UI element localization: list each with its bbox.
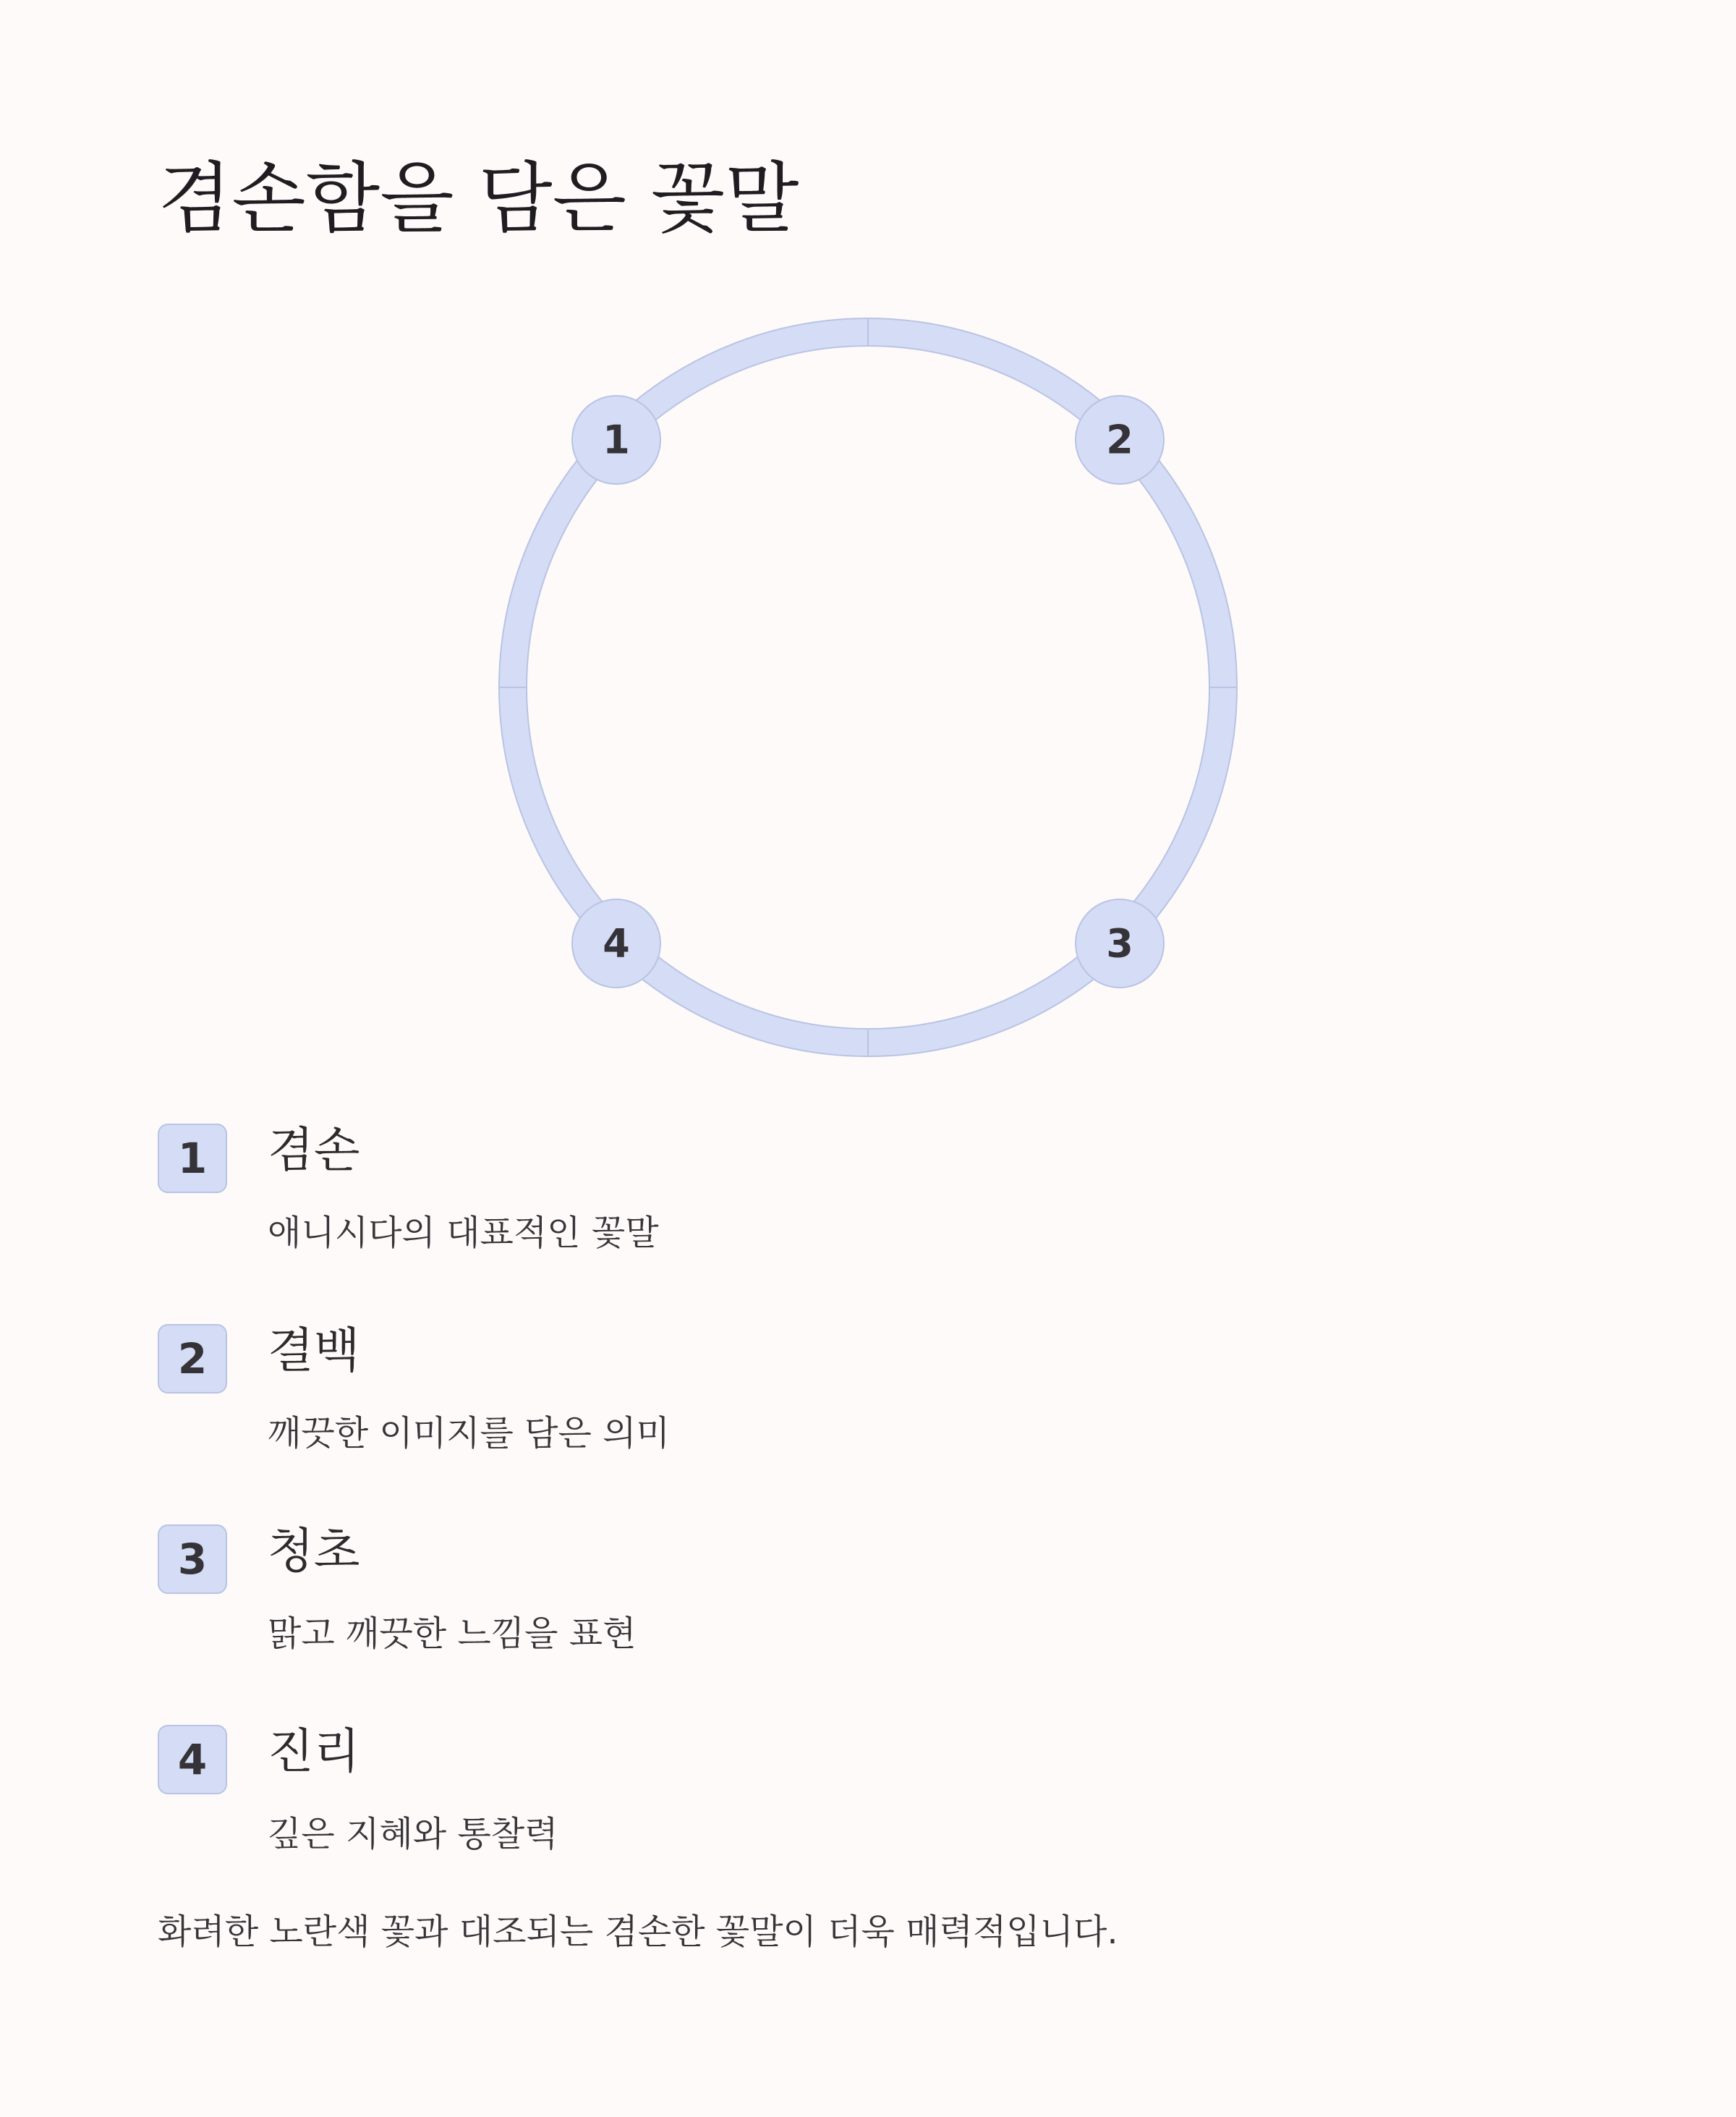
step-number-badge: 1 [158,1124,227,1193]
step-item [158,1723,1604,1923]
cycle-node-1 [572,396,660,484]
step-title: 결백 [268,1323,360,1378]
step-description: 깨끗한 이미지를 담은 의미 [268,1413,670,1454]
step-title: 청초 [268,1523,360,1579]
step-item [158,1322,1604,1522]
step-description: 깊은 지혜와 통찰력 [268,1814,558,1854]
step-description: 애니시다의 대표적인 꽃말 [268,1213,659,1253]
step-number-badge: 2 [158,1324,227,1393]
cycle-node-2-label: 2 [1106,417,1133,463]
step-title: 진리 [268,1723,360,1779]
step-list [158,1121,1604,1923]
footer-note: 화려한 노란색 꽃과 대조되는 겸손한 꽃말이 더욱 매력적입니다. [158,1912,1118,1952]
step-number-badge: 3 [158,1524,227,1594]
step-description: 맑고 깨끗한 느낌을 표현 [268,1613,637,1654]
step-item [158,1522,1604,1723]
step-number-badge: 4 [158,1725,227,1794]
cycle-node-2 [1076,396,1164,484]
cycle-node-3 [1076,899,1164,988]
cycle-node-4-label: 4 [603,920,630,967]
cycle-node-3-label: 3 [1106,920,1133,967]
cycle-diagram [492,311,1244,1064]
step-title: 겸손 [268,1122,360,1178]
cycle-node-1-label: 1 [603,417,630,463]
cycle-node-4 [572,899,660,988]
step-item [158,1121,1604,1322]
page-title: 겸손함을 담은 꽃말 [158,154,799,243]
